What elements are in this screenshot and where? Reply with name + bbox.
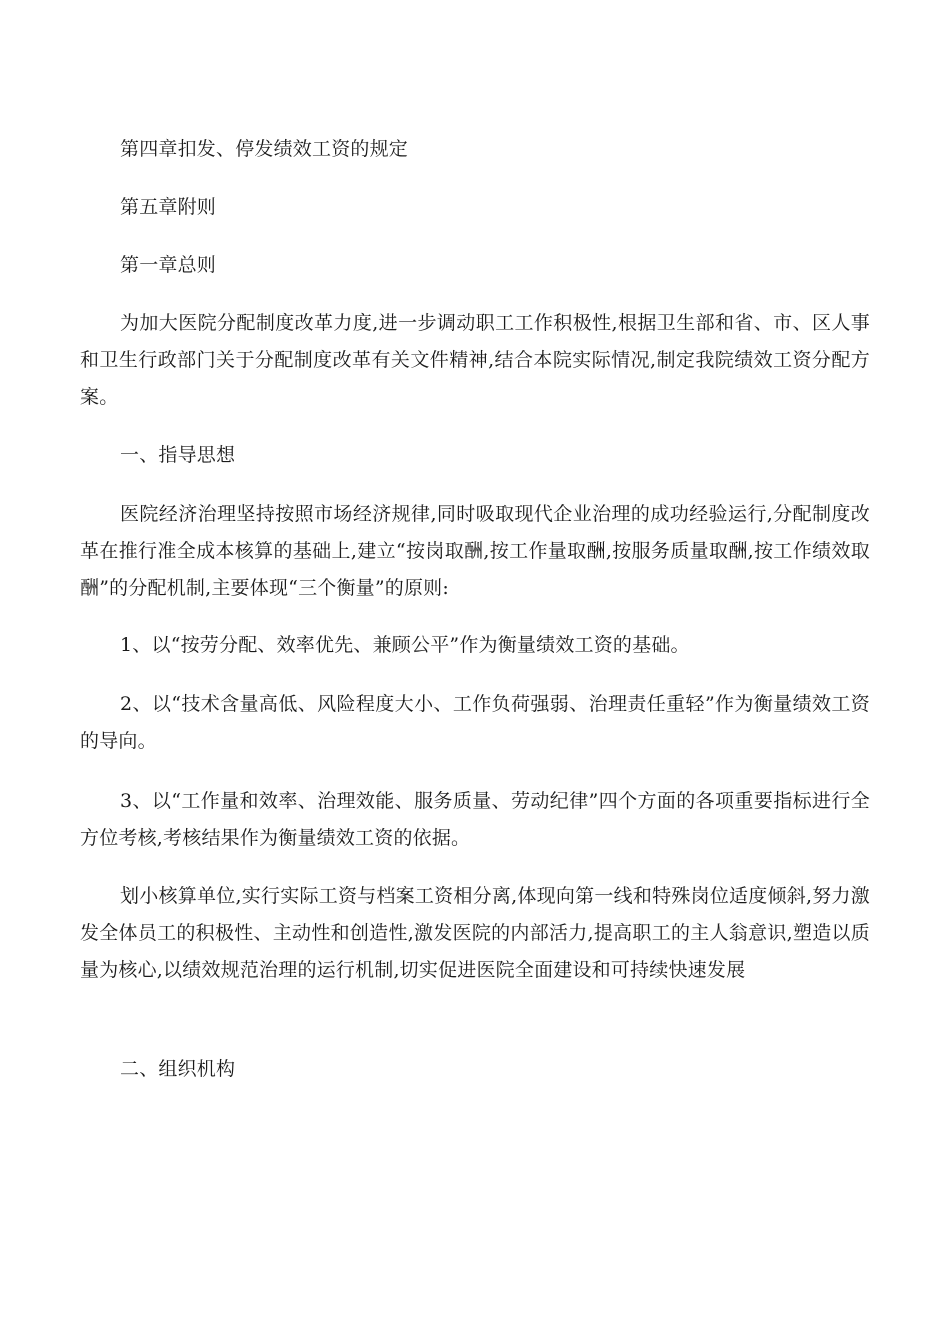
principle-1: 1、以“按劳分配、效率优先、兼顾公平”作为衡量绩效工资的基础。 xyxy=(120,634,690,656)
chapter-1-heading: 第一章总则 xyxy=(120,254,217,276)
chapter-5-heading: 第五章附则 xyxy=(120,196,217,218)
intro-paragraph: 为加大医院分配制度改革力度,进一步调动职工工作积极性,根据卫生部和省、市、区人事和卫生行政部门关于分配制度改革有关文件精神,结合本院实际情况,制定我院绩效工资分配方案。 xyxy=(80,312,870,408)
chapter-4-heading: 第四章扣发、停发绩效工资的规定 xyxy=(120,138,409,160)
principle-3: 3、以“工作量和效率、治理效能、服务质量、劳动纪律”四个方面的各项重要指标进行全方位考核,考核结果作为衡量绩效工资的依据。 xyxy=(80,790,870,849)
principle-2: 2、以“技术含量高低、风险程度大小、工作负荷强弱、治理责任重轻”作为衡量绩效工资的导向。 xyxy=(80,693,870,752)
accounting-unit-paragraph: 划小核算单位,实行实际工资与档案工资相分离,体现向第一线和特殊岗位适度倾斜,努力激发全体员工的积极性、主动性和创造性,激发医院的内部活力,提高职工的主人翁意识,塑造以质量为核心,以绩效规范治理的运行机制,切实促进医院全面建设和可持续快速发展 xyxy=(80,885,870,981)
section-guiding-thought: 一、指导思想 xyxy=(120,444,236,466)
guiding-thought-paragraph: 医院经济治理坚持按照市场经济规律,同时吸取现代企业治理的成功经验运行,分配制度改革在推行准全成本核算的基础上,建立“按岗取酬,按工作量取酬,按服务质量取酬,按工作绩效取酬”的分配机制,主要体现“三个衡量”的原则: xyxy=(80,503,870,599)
section-organization: 二、组织机构 xyxy=(120,1058,236,1080)
